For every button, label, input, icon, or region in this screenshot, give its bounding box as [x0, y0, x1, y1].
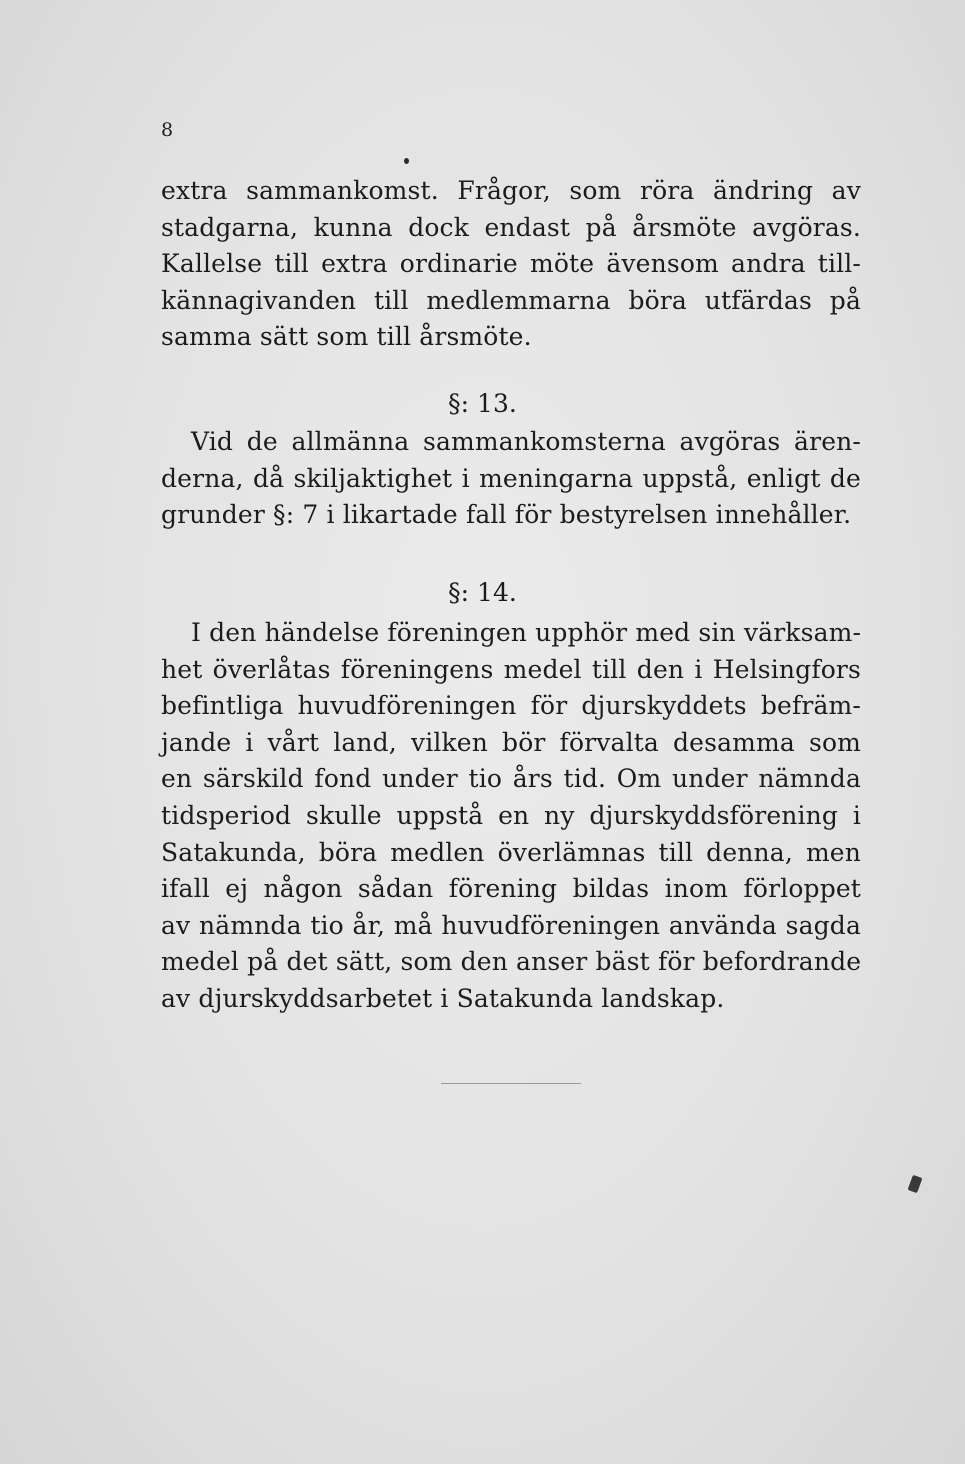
ink-speck — [404, 158, 409, 164]
end-divider — [441, 1083, 581, 1084]
text-line: tidsperiod skulle uppstå en ny djurskyddsförening i — [161, 800, 861, 830]
text-line: kännagivanden till medlemmarna böra utfärdas på — [161, 285, 861, 315]
section-14-paragraph — [161, 615, 861, 1018]
section-13-paragraph — [161, 424, 861, 534]
text-line: Satakunda, böra medlen överlämnas till denna, men — [161, 837, 861, 867]
page-number: 8 — [161, 119, 174, 141]
ink-speck — [908, 1175, 923, 1193]
text-line: av djurskyddsarbetet i Satakunda landskap. — [161, 983, 725, 1013]
text-line: medel på det sätt, som den anser bäst för befordrande — [161, 947, 862, 977]
text-line: derna, då skiljaktighet i meningarna uppstå, enligt de — [161, 463, 861, 493]
text-line: samma sätt som till årsmöte. — [161, 322, 532, 352]
text-line: extra sammankomst. Frågor, som röra ändring av — [161, 176, 861, 205]
text-line: jande i vårt land, vilken bör förvalta desamma som — [161, 727, 861, 757]
text-line: I den händelse föreningen upphör med sin värksam- — [191, 618, 862, 647]
text-line: ifall ej någon sådan förening bildas inom förloppet — [161, 874, 861, 904]
text-line: Vid de allmänna sammankomsterna avgöras ären- — [191, 427, 861, 456]
text-line: en särskild fond under tio års tid. Om under nämnda — [161, 764, 861, 794]
text-line: Kallelse till extra ordinarie möte ävensom andra till- — [161, 249, 861, 279]
text-line: grunder §: 7 i likartade fall för bestyrelsen innehåller. — [161, 500, 852, 530]
text-line: stadgarna, kunna dock endast på årsmöte avgöras. — [161, 212, 861, 242]
section-14-heading: §: 14. — [448, 578, 517, 607]
paragraph-1 — [161, 173, 861, 356]
section-13-heading: §: 13. — [448, 389, 517, 418]
text-line: befintliga huvudföreningen för djurskyddets befräm- — [161, 691, 861, 721]
text-line: het överlåtas föreningens medel till den i Helsingfors — [161, 654, 861, 684]
text-line: av nämnda tio år, må huvudföreningen använda sagda — [161, 910, 861, 940]
